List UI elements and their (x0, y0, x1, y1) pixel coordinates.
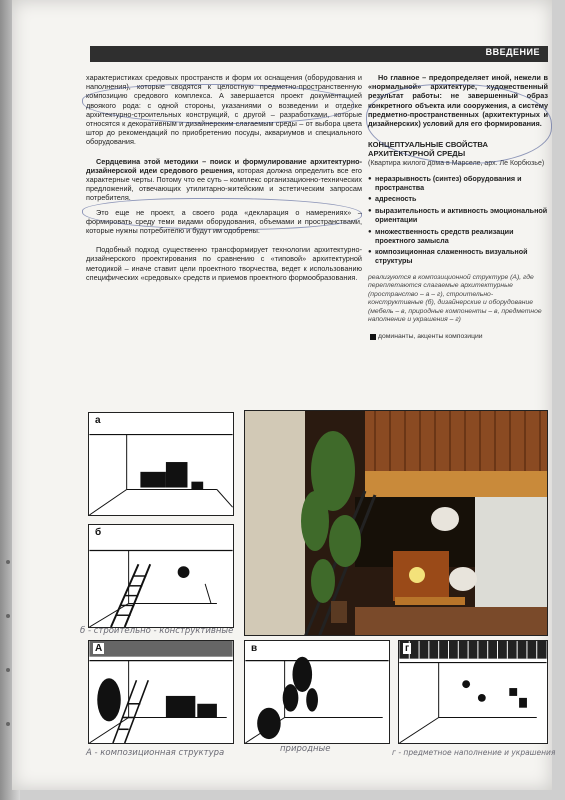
property-item: ● композиционная слаженность визуальной структуры (368, 248, 548, 266)
figure-a-drawing (89, 413, 233, 515)
figure-b-drawing (89, 525, 233, 627)
property-item: ● выразительность и активность эмоциональной ориентации (368, 207, 548, 225)
figure-letter: б (95, 527, 102, 538)
main-idea-paragraph: Но главное – предопределяет иной, нежели в «нормальной» архитектуре, художественный результат работы: не завершенный образ конкретного объекта или сооружения, а систему предметно-пространственных (архитектурных и дизайнерских) условий для его формирования. (368, 73, 548, 129)
section-header-bar (90, 46, 548, 62)
handwritten-note-A: А - композиционная структура (86, 748, 225, 758)
composition-caption: реализуются в композиционной структуре (А), где переплетаются слагаемые архитектурные (пространство – а – г), строительно-конструктивные (б), дизайнерские и оборудование (мебель – в, природные компоненты – в, предметное наполнение и украшения – г) (368, 273, 542, 324)
legend-text: доминанты, акценты композиции (378, 333, 483, 341)
property-item: ● неразрывность (синтез) оборудования и пространства (368, 175, 548, 193)
figure-v-drawing (245, 641, 389, 743)
property-item: ● адресность (368, 195, 548, 204)
figure-g-objects (398, 640, 548, 744)
figure-letter: А (95, 643, 103, 654)
paragraph-2-lead: Сердцевина этой методики – поиск и формулирование архитектурно-дизайнерской идеи средового решения, (86, 156, 362, 175)
paragraph-1: характеристиках средовых пространств и форм их оснащения (оборудования и наполнения), которые сводятся к целостную предметно-пространственную композицию средового комплекса. А завершается проект документацией двоякого рода: с одной стороны, указаниями о возведении и отделке архитектурно-строительных конструкций, с другой – разработками, которые относятся к декоративным и дизайнерским слагаемым среды – от выбора цвета штор до рекомендаций по приобретению посуды, аквариумов и специального оборудования. (86, 73, 362, 147)
figure-A-drawing (89, 641, 233, 743)
figure-g-drawing (399, 641, 547, 743)
concept-subtitle: (Квартира жилого дома в Марселе, арх. Ле Корбюзье) (368, 160, 545, 168)
figure-A-composition (88, 640, 234, 744)
concept-title: КОНЦЕПТУАЛЬНЫЕ СВОЙСТВА АРХИТЕКТУРНОЙ СРЕДЫ (368, 140, 489, 159)
handwritten-note-v: природные (280, 744, 331, 754)
handwritten-note-b: б - строительно - конструктивные (80, 626, 234, 636)
section-title: ВВЕДЕНИЕ (485, 47, 540, 57)
property-item: ● множественность средств реализации проектного замысла (368, 228, 548, 246)
square-bullet-icon (370, 334, 376, 340)
figure-letter: г (405, 643, 410, 654)
paragraph-2-rest: которая должна определить все его характерные черты. Потому что ее суть – комплекс организационно-технических предложений, отвечающих утилитарно-житейским и эстетическим запросам потребителя. (86, 165, 362, 203)
properties-list (368, 175, 548, 266)
figure-letter: в (251, 643, 258, 654)
handwritten-note-g: г - предметное наполнение и украшения (392, 748, 556, 757)
paragraph-3: Это еще не проект, а своего рода «декларация о намерениях» – формировать среду теми видами оборудования, объемами и пространствами, которые нужны потребителю и будут им одобрены. (86, 207, 362, 236)
figure-letter: а (95, 415, 101, 426)
paragraph-4: Подобный подход существенно трансформирует технологии архитектурно-дизайнерского проектирования по сравнению с «типовой» архитектурной методикой – иначе ставит цели проектного творчества, ведет к использованию специфических «средовых» средств и приемов проектного формообразования. (86, 245, 362, 282)
interior-photo-image (245, 411, 548, 636)
paragraph-2 (86, 157, 362, 203)
legend (368, 332, 548, 341)
figure-b-structure (88, 524, 234, 628)
interior-photo (244, 410, 548, 636)
figure-v-nature (244, 640, 390, 744)
figure-a-space (88, 412, 234, 516)
